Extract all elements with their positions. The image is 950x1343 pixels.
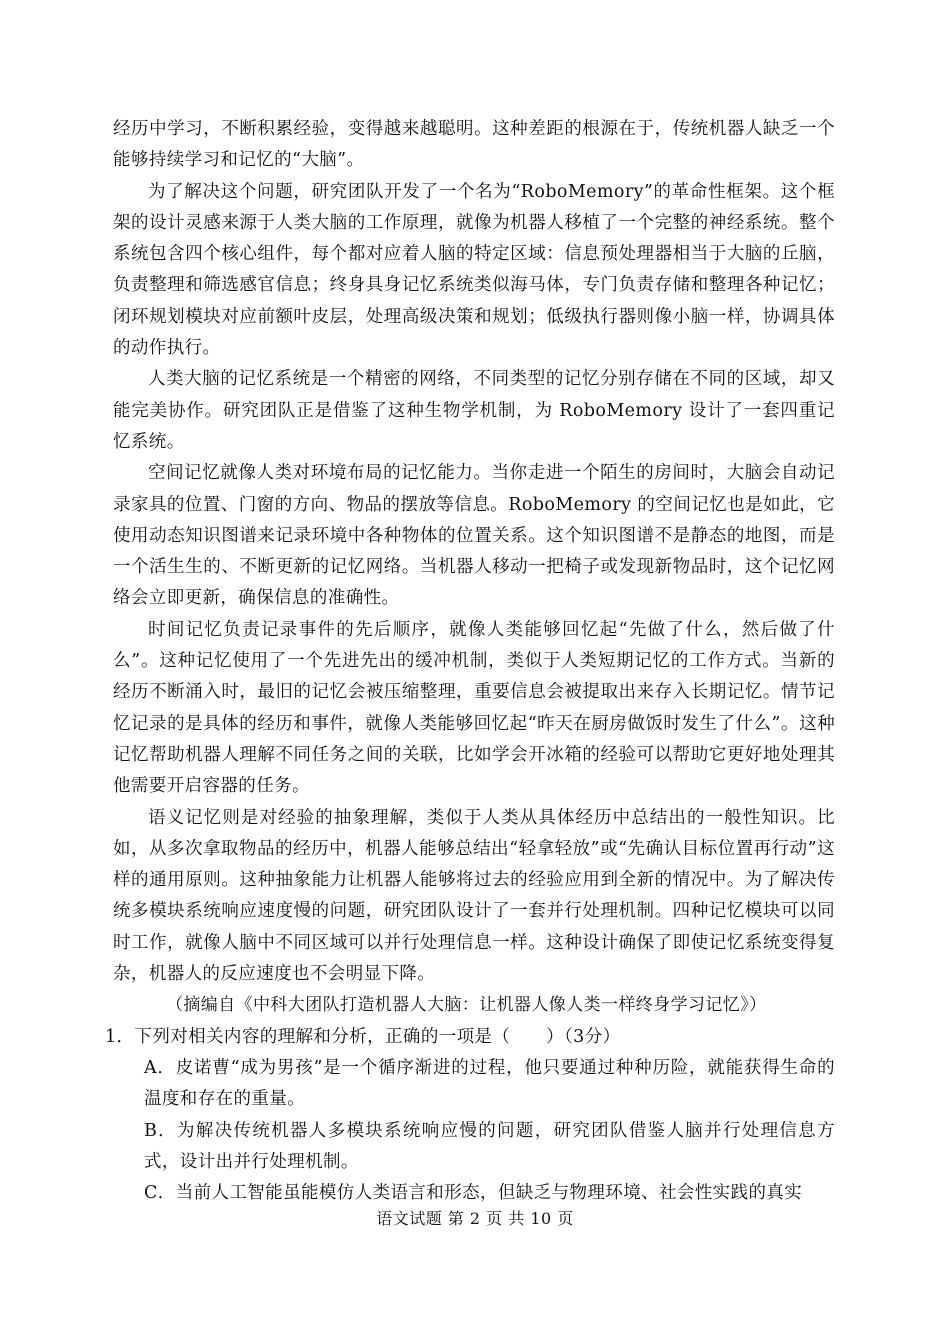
option-b: B．为解决传统机器人多模块系统响应慢的问题，研究团队借鉴人脑并行处理信息方式，设计出并行处理机制。 (144, 1120, 835, 1172)
paragraph-temporal-memory: 时间记忆负责记录事件的先后顺序，就像人类能够回忆起“先做了什么，然后做了什么”。这种记忆使用了一个先进先出的缓冲机制，类似于人类短期记忆的工作方式。当新的经历不断涌入时，最旧的记忆会被压缩整理，重要信息会被提取出来存入长期记忆。情节记忆记录的是具体的经历和事件，就像人类能够回忆起“昨天在厨房做饭时发生了什么”。这种记忆帮助机器人理解不同任务之间的关联，比如学会开冰箱的经验可以帮助它更好地处理其他需要开启容器的任务。 (113, 619, 835, 797)
page-footer: 语文试题 第 2 页 共 10 页 (376, 1209, 574, 1228)
paragraph-robomemory-framework: 为了解决这个问题，研究团队开发了一个名为“RoboMemory”的革命性框架。这个框架的设计灵感来源于人类大脑的工作原理，就像为机器人移植了一个完整的神经系统。整个系统包含四个核心组件，每个都对应着人脑的特定区域：信息预处理器相当于大脑的丘脑，负责整理和筛选感官信息；终身具身记忆系统类似海马体，专门负责存储和整理各种记忆；闭环规划模块对应前额叶皮层，处理高级决策和规划；低级执行器则像小脑一样，协调具体的动作执行。 (113, 181, 835, 359)
source-citation: （摘编自《中科大团队打造机器人大脑：让机器人像人类一样终身学习记忆》） (166, 995, 767, 1016)
option-c: C．当前人工智能虽能模仿人类语言和形态，但缺乏与物理环境、社会性实践的真实 (144, 1183, 803, 1204)
paragraph-memory-system: 人类大脑的记忆系统是一个精密的网络，不同类型的记忆分别存储在不同的区域，却又能完美协作。研究团队正是借鉴了这种生物学机制，为 RoboMemory 设计了一套四重记忆系统。 (113, 369, 835, 452)
question-stem: 1．下列对相关内容的理解和分析，正确的一项是（ ）（3分） (105, 1026, 621, 1047)
option-a: A．皮诺曹“成为男孩”是一个循序渐进的过程，他只要通过种种历险，就能获得生命的温度和存在的重量。 (144, 1057, 835, 1110)
paragraph-continued: 经历中学习，不断积累经验，变得越来越聪明。这种差距的根源在于，传统机器人缺乏一个能够持续学习和记忆的“大脑”。 (113, 119, 835, 171)
paragraph-semantic-memory: 语义记忆则是对经验的抽象理解，类似于人类从具体经历中总结出的一般性知识。比如，从多次拿取物品的经历中，机器人能够总结出“轻拿轻放”或“先确认目标位置再行动”这样的通用原则。这种抽象能力让机器人能够将过去的经验应用到全新的情况中。为了解决传统多模块系统响应速度慢的问题，研究团队设计了一套并行处理机制。四种记忆模块可以同时工作，就像人脑中不同区域可以并行处理信息一样。这种设计确保了即使记忆系统变得复杂，机器人的反应速度也不会明显下降。 (113, 807, 835, 985)
article-body (105, 114, 835, 1209)
paragraph-spatial-memory: 空间记忆就像人类对环境布局的记忆能力。当你走进一个陌生的房间时，大脑会自动记录家具的位置、门窗的方向、物品的摆放等信息。RoboMemory 的空间记忆也是如此，它使用动态知识图谱来记录环境中各种物体的位置关系。这个知识图谱不是静态的地图，而是一个活生生的、不断更新的记忆网络。当机器人移动一把椅子或发现新物品时，这个记忆网络会立即更新，确保信息的准确性。 (113, 463, 835, 609)
